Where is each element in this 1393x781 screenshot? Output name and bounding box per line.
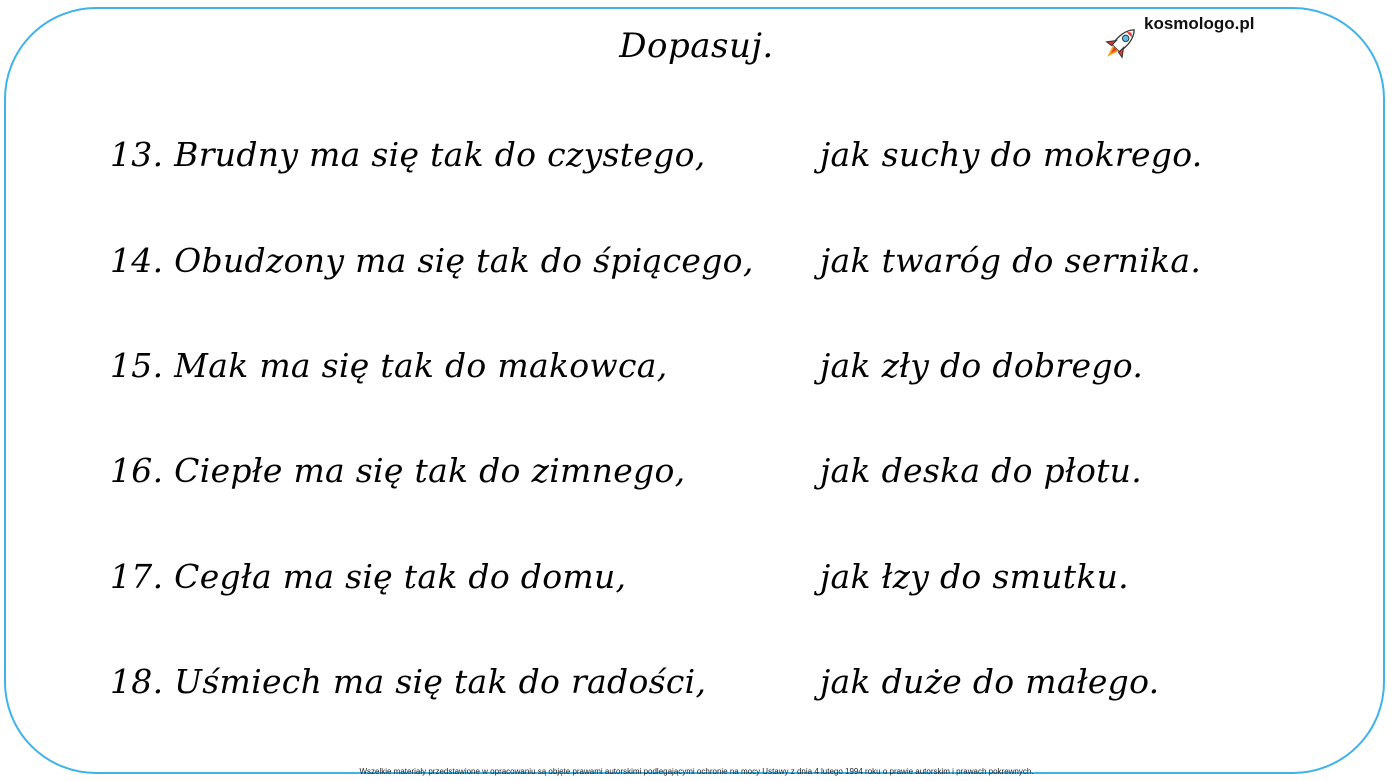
page-title: Dopasuj.	[619, 26, 774, 66]
left-phrase: 15. Mak ma się tak do makowca,	[110, 346, 668, 385]
brand-name[interactable]: kosmologo.pl	[1144, 14, 1255, 33]
right-phrase: jak twaróg do sernika.	[820, 241, 1202, 280]
match-row	[0, 652, 1393, 712]
rocket-icon	[1098, 22, 1142, 66]
right-phrase: jak deska do płotu.	[820, 451, 1143, 490]
left-phrase: 18. Uśmiech ma się tak do radości,	[110, 662, 707, 701]
left-phrase: 17. Cegła ma się tak do domu,	[110, 557, 627, 596]
left-phrase: 16. Ciepłe ma się tak do zimnego,	[110, 451, 686, 490]
match-row	[0, 547, 1393, 607]
right-phrase: jak zły do dobrego.	[820, 346, 1144, 385]
left-phrase: 14. Obudzony ma się tak do śpiącego,	[110, 241, 754, 280]
match-row	[0, 336, 1393, 396]
right-phrase: jak suchy do mokrego.	[820, 135, 1203, 174]
match-row	[0, 125, 1393, 185]
right-phrase: jak łzy do smutku.	[820, 557, 1129, 596]
brand-logo[interactable]	[1098, 10, 1268, 70]
right-phrase: jak duże do małego.	[820, 662, 1160, 701]
copyright-notice: Wszelkie materiały przedstawione w opracowaniu są objęte prawami autorskimi podlegającymi ochronie na mocy Ustawy z dnia 4 lutego 1994 roku o prawie autorskim i prawach pokrewnych.	[359, 767, 1034, 776]
left-phrase: 13. Brudny ma się tak do czystego,	[110, 135, 706, 174]
match-row	[0, 231, 1393, 291]
match-row	[0, 441, 1393, 501]
